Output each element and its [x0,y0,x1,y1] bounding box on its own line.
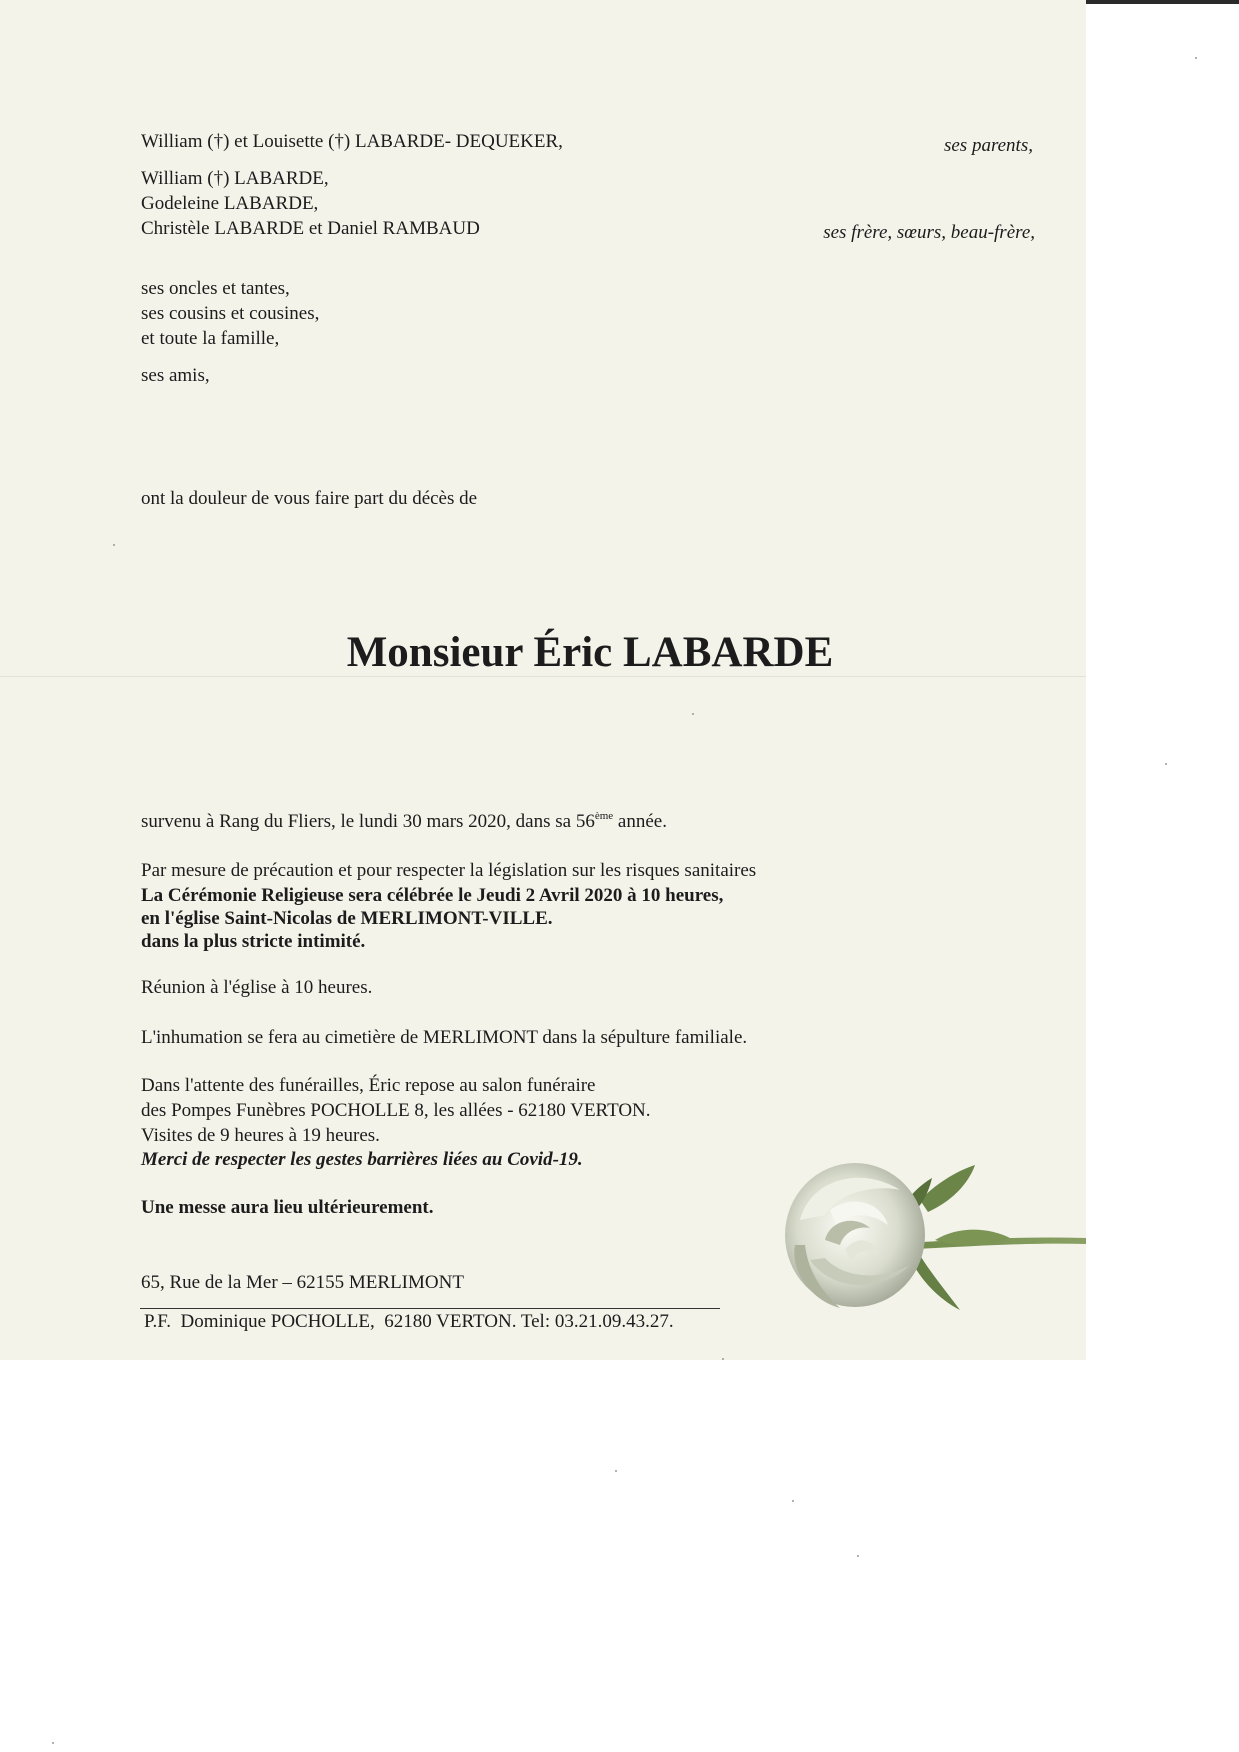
family-line-3: et toute la famille, [141,328,280,349]
parents-names: William (†) et Louisette (†) LABARDE- DEQUEKER, [141,131,563,152]
burial-text: L'inhumation se fera au cimetière de MERLIMONT dans la sépulture familiale. [141,1027,748,1048]
scan-speck [857,1555,859,1557]
funeral-home-line: P.F. Dominique POCHOLLE, 62180 VERTON. Tel: 03.21.09.43.27. [144,1311,674,1332]
death-details [141,810,667,834]
ceremony-intro: Par mesure de précaution et pour respecter la législation sur les risques sanitaires [141,860,757,881]
scan-edge-rule [1086,0,1239,4]
scan-speck [113,544,115,546]
siblings-relation: ses frère, sœurs, beau-frère, [823,222,1035,243]
family-line-1: ses oncles et tantes, [141,278,290,299]
scan-speck [52,1742,54,1744]
deceased-name: Monsieur Éric LABARDE [346,629,834,676]
scan-speck [692,713,694,715]
scan-speck [792,1500,794,1502]
announcement-text: ont la douleur de vous faire part du décès de [141,488,478,509]
parents-relation: ses parents, [943,135,1033,156]
death-text: survenu à Rang du Fliers, le lundi 30 mars 2020, dans sa 56 [141,811,595,832]
sibling-line-1: William (†) LABARDE, [141,168,329,189]
scan-speck [615,1470,617,1472]
friends-line: ses amis, [141,365,210,386]
scan-speck [722,1358,724,1360]
meeting-text: Réunion à l'église à 10 heures. [141,977,373,998]
sibling-line-3: Christèle LABARDE et Daniel RAMBAUD [141,218,480,239]
white-rose-image [770,1140,1086,1340]
footer-rule [140,1308,720,1309]
death-text-end: année. [613,811,667,832]
viewing-line-2: des Pompes Funèbres POCHOLLE 8, les allées - 62180 VERTON. [141,1100,651,1121]
scan-speck [1195,57,1197,59]
age-suffix: ème [594,810,614,822]
ceremony-line-1: La Cérémonie Religieuse sera célébrée le Jeudi 2 Avril 2020 à 10 heures, [141,885,724,906]
sibling-line-2: Godeleine LABARDE, [141,193,319,214]
ceremony-line-3: dans la plus stricte intimité. [141,931,366,952]
ceremony-line-2: en l'église Saint-Nicolas de MERLIMONT-VILLE. [141,908,553,929]
scan-speck [1165,763,1167,765]
viewing-line-3: Visites de 9 heures à 19 heures. [141,1125,380,1146]
address-line: 65, Rue de la Mer – 62155 MERLIMONT [141,1272,464,1293]
family-line-2: ses cousins et cousines, [141,303,320,324]
viewing-line-1: Dans l'attente des funérailles, Éric repose au salon funéraire [141,1075,596,1096]
covid-notice: Merci de respecter les gestes barrières liées au Covid-19. [141,1149,583,1170]
mass-notice: Une messe aura lieu ultérieurement. [141,1197,434,1218]
